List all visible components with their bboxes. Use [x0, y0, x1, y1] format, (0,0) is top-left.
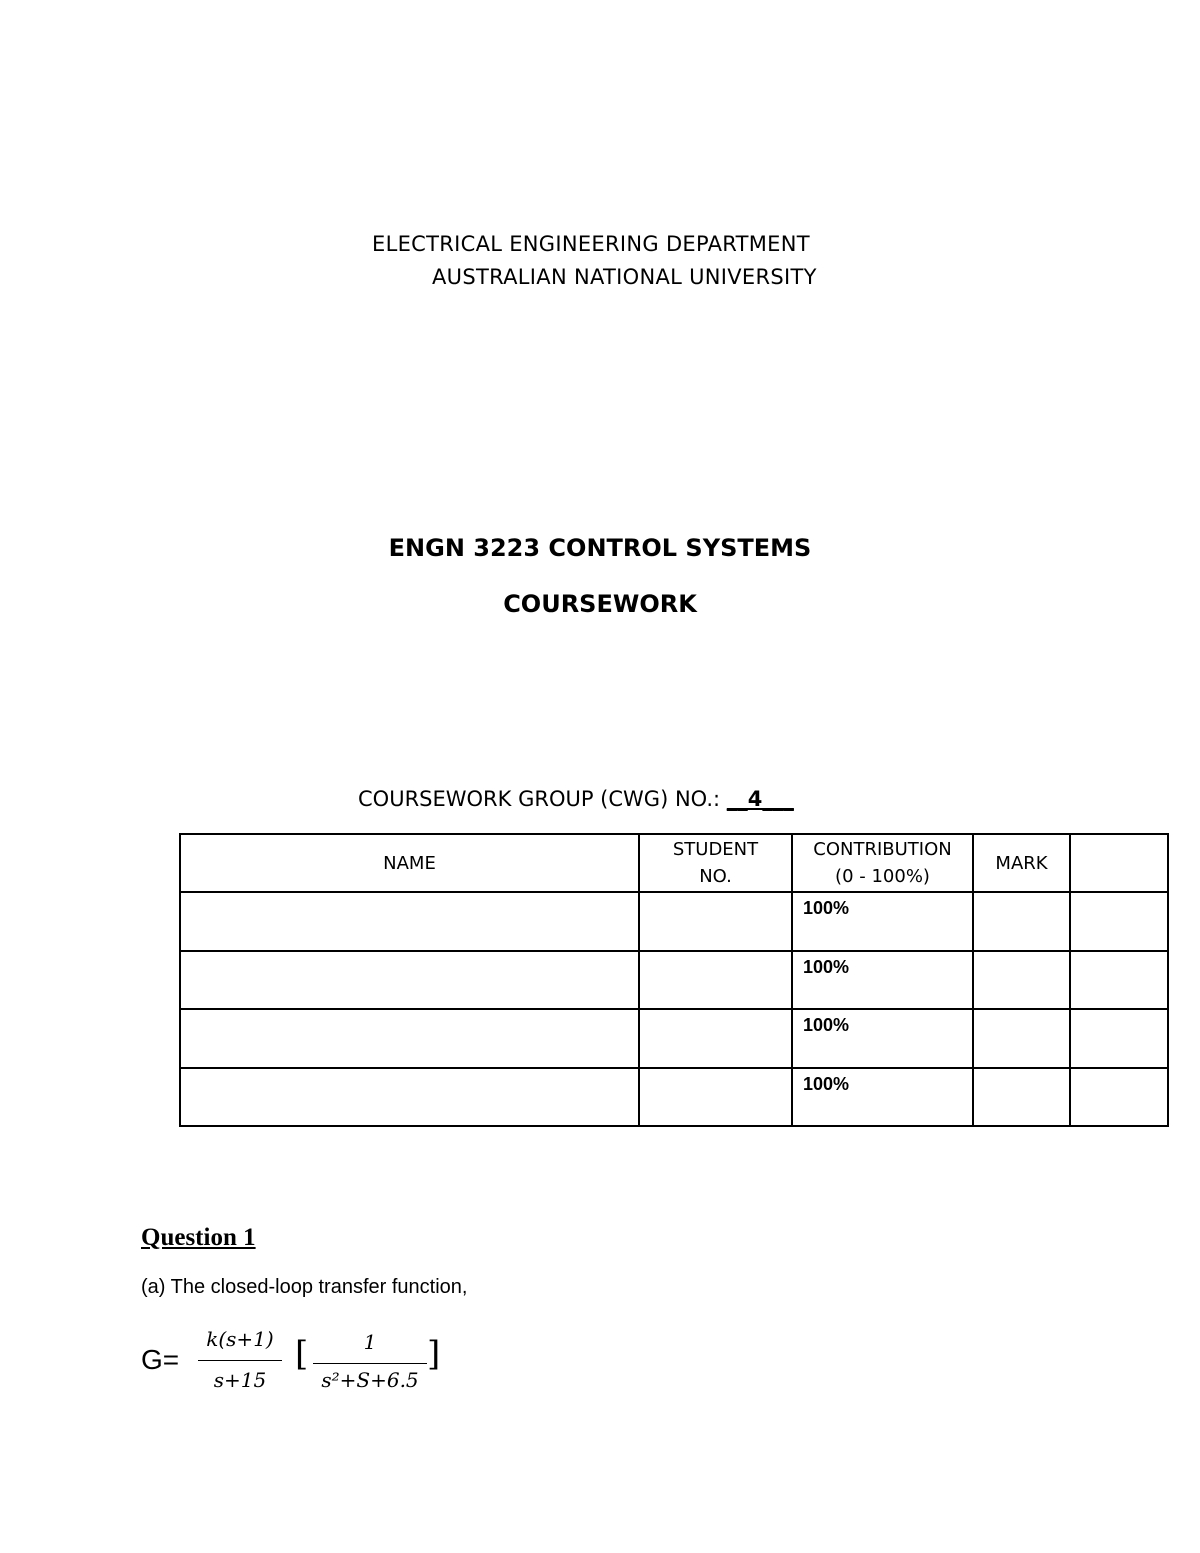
contribution-cell: 100%: [792, 1009, 973, 1067]
mark-column-header: MARK: [973, 834, 1070, 892]
extra-cell[interactable]: [1070, 892, 1168, 950]
name-cell[interactable]: [180, 951, 639, 1009]
course-subtitle: COURSEWORK: [503, 590, 697, 618]
extra-column-header: [1070, 834, 1168, 892]
name-cell[interactable]: [180, 892, 639, 950]
fraction1-bar: [198, 1360, 282, 1361]
student-no-column-header: [639, 834, 792, 892]
fraction2-bar: [313, 1363, 427, 1364]
name-cell[interactable]: [180, 1009, 639, 1067]
table-row: [180, 1068, 1168, 1126]
contribution-cell: 100%: [792, 892, 973, 950]
group-number-value: __4___: [726, 787, 794, 811]
table-header-row: [180, 834, 1168, 892]
bracket-open: [: [295, 1334, 309, 1374]
group-number-label: COURSEWORK GROUP (CWG) NO.:: [358, 787, 721, 811]
group-members-table: [179, 833, 1169, 1127]
student-no-header-line2: NO.: [699, 866, 732, 888]
contribution-cell: 100%: [792, 1068, 973, 1126]
bracket-close: ]: [427, 1334, 441, 1374]
department-heading: ELECTRICAL ENGINEERING DEPARTMENT: [372, 232, 810, 256]
question-1-part-a: (a) The closed-loop transfer function,: [141, 1276, 468, 1298]
extra-cell[interactable]: [1070, 1068, 1168, 1126]
mark-cell[interactable]: [973, 1068, 1070, 1126]
table-row: [180, 892, 1168, 950]
student-no-header-line1: STUDENT: [672, 839, 759, 861]
table-row: [180, 951, 1168, 1009]
student-no-cell[interactable]: [639, 951, 792, 1009]
group-number-line: [358, 787, 794, 811]
contribution-cell: 100%: [792, 951, 973, 1009]
name-cell[interactable]: [180, 1068, 639, 1126]
mark-cell[interactable]: [973, 1009, 1070, 1067]
student-no-cell[interactable]: [639, 1009, 792, 1067]
name-column-header: NAME: [180, 834, 639, 892]
course-title: ENGN 3223 CONTROL SYSTEMS: [388, 534, 812, 562]
student-no-cell[interactable]: [639, 1068, 792, 1126]
contribution-column-header: [792, 834, 973, 892]
mark-cell[interactable]: [973, 951, 1070, 1009]
fraction2-denominator: s²+S+6.5: [321, 1368, 419, 1392]
mark-cell[interactable]: [973, 892, 1070, 950]
extra-cell[interactable]: [1070, 951, 1168, 1009]
extra-cell[interactable]: [1070, 1009, 1168, 1067]
fraction1-denominator: s+15: [213, 1368, 267, 1392]
university-heading: AUSTRALIAN NATIONAL UNIVERSITY: [432, 265, 817, 289]
table-row: [180, 1009, 1168, 1067]
fraction2-numerator: 1: [363, 1330, 377, 1354]
contribution-header-line1: CONTRIBUTION: [813, 839, 952, 861]
student-no-cell[interactable]: [639, 892, 792, 950]
equation-lhs: G=: [141, 1344, 180, 1375]
contribution-header-line2: (0 - 100%): [835, 866, 930, 888]
fraction1-numerator: k(s+1): [206, 1327, 274, 1351]
question-1-heading: Question 1: [141, 1224, 256, 1251]
